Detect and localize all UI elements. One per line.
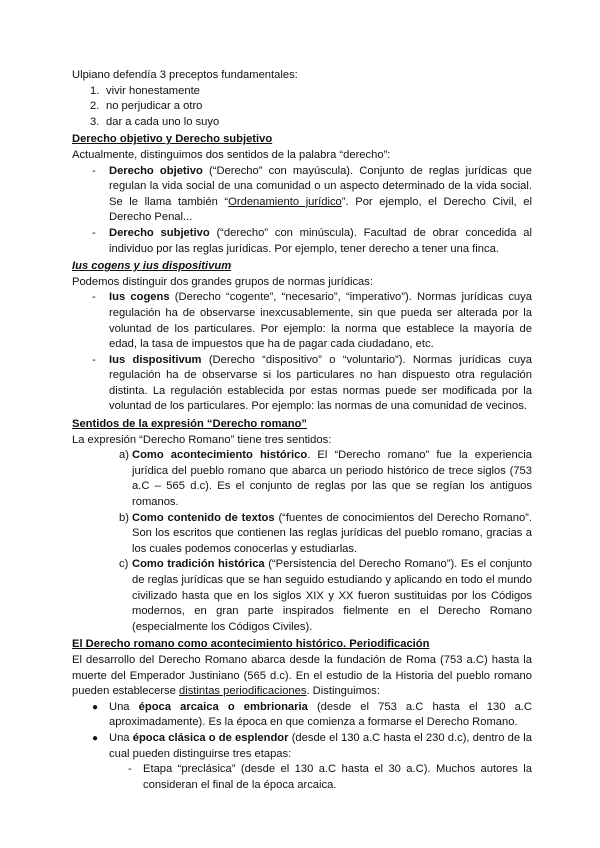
list-item: c) Como tradición histórica (“Persistencia del Derecho Romano”). Es el conjunto de reglas jurídicas que se han seguido estudiando y aplicando en todo el mundo civilizado hasta que en los siglos XIX y XX fueron sustituidas por los Códigos modernos, en gran parte inspirados fielmente en el Derecho Romano (especialmente los Códigos Civiles). — [119, 558, 532, 633]
section-lead: Actualmente, distinguimos dos sentidos de la palabra “derecho”: — [72, 148, 391, 161]
list-item: - Derecho objetivo (“Derecho” con mayúscula). Conjunto de reglas jurídicas que regulan la vida social de una comunidad o un aspecto determinado de la vida social. Se le llama también “Ordenamiento jurídico”. Por ejemplo, el Derecho Civil, el Derecho Penal... — [92, 164, 532, 224]
section-lead: Podemos distinguir dos grandes grupos de normas jurídicas: — [72, 275, 373, 288]
section-lead: El desarrollo del Derecho Romano abarca desde la fundación de Roma (753 a.C) hasta la muerte del Emperador Justiniano (565 d.c). En el estudio de la Historia del pueblo romano pueden establecerse distintas periodificaciones. Distinguimos: — [72, 653, 532, 698]
list-item: ● Una época clásica o de esplendor (desde el 130 a.C hasta el 230 d.c), dentro de la cual pueden distinguirse tres etapas: — [72, 731, 532, 762]
section-heading-periodificacion: El Derecho romano como acontecimiento histórico. Periodificación — [72, 638, 430, 651]
intro-text: Ulpiano defendía 3 preceptos fundamentales: — [72, 69, 298, 81]
list-item: 2. no perjudicar a otro — [90, 100, 203, 113]
list-item: - Ius cogens (Derecho “cogente”, “necesario”, “imperativo”). Normas jurídicas cuya regulación ha de observarse inexcusablemente, sin que pueda ser alterada por la voluntad de los particulares. Por ejemplo: la norma que establece la mayoría de edad, la tasa de impuestos que ha de pagar cada ciudadano, etc. — [92, 291, 532, 351]
list-item: a) Como acontecimiento histórico. El “Derecho romano” fue la experiencia jurídica del pueblo romano que abarca un periodo histórico de trece siglos (753 a.C – 565 d.c). Es el conjunto de reglas por las que se regían los antiguos romanos. — [119, 449, 532, 509]
document-page — [72, 68, 532, 793]
list-item: 3. dar a cada uno lo suyo — [90, 115, 220, 128]
sub-list-item: - Etapa “preclásica” (desde el 130 a.C hasta el 30 a.C). Muchos autores la consideran el final de la época arcaica. — [128, 763, 532, 791]
term: Como contenido de textos — [132, 511, 275, 524]
list-item: 1. vivir honestamente — [90, 84, 200, 97]
list-item: - Ius dispositivum (Derecho “dispositivo” o “voluntario”). Normas jurídicas cuya regulación ha de observarse si los particulares no han dispuesto otra regulación distinta. La regulación establecida por estas normas puede ser modificada por la voluntad de los particulares. Por ejemplo: las normas de una comunidad de vecinos. — [92, 353, 532, 413]
term: Como acontecimiento histórico — [132, 449, 308, 462]
bullet-icon: ● — [92, 732, 99, 744]
section-lead: La expresión “Derecho Romano” tiene tres sentidos: — [72, 433, 332, 446]
term: Como tradición histórica — [132, 558, 265, 571]
ordenamiento-link: Ordenamiento jurídico — [228, 195, 342, 208]
term: época clásica o de esplendor — [132, 731, 289, 744]
term: Ius dispositivum — [109, 353, 202, 366]
list-item: ● Una época arcaica o embrionaria (desde el 753 a.C hasta el 130 a.C aproximadamente). Es la época en que comienza a formarse el Derecho Romano. — [72, 700, 532, 731]
list-item: - Derecho subjetivo (“derecho” con minúscula). Facultad de obrar concedida al individuo por las reglas jurídicas. Por ejemplo, tener derecho a tener una finca. — [92, 226, 532, 255]
bullet-icon: ● — [92, 701, 99, 713]
term: época arcaica o embrionaria — [138, 700, 308, 713]
section-heading-ius: Ius cogens y ius dispositivum — [72, 260, 232, 273]
section-heading-sentidos: Sentidos de la expresión “Derecho romano” — [72, 418, 307, 431]
term: Derecho subjetivo — [109, 226, 210, 239]
term: Ius cogens — [109, 291, 170, 304]
section-heading-derecho: Derecho objetivo y Derecho subjetivo — [72, 133, 273, 146]
periodificaciones-link: distintas periodificaciones — [178, 685, 307, 698]
term: Derecho objetivo — [109, 164, 203, 177]
list-item: b) Como contenido de textos (“fuentes de conocimientos del Derecho Romano”. Son los escritos que contienen las reglas jurídicas del pueblo romano, gracias a los cuales podemos conocerlas y estudiarlas. — [119, 511, 532, 555]
